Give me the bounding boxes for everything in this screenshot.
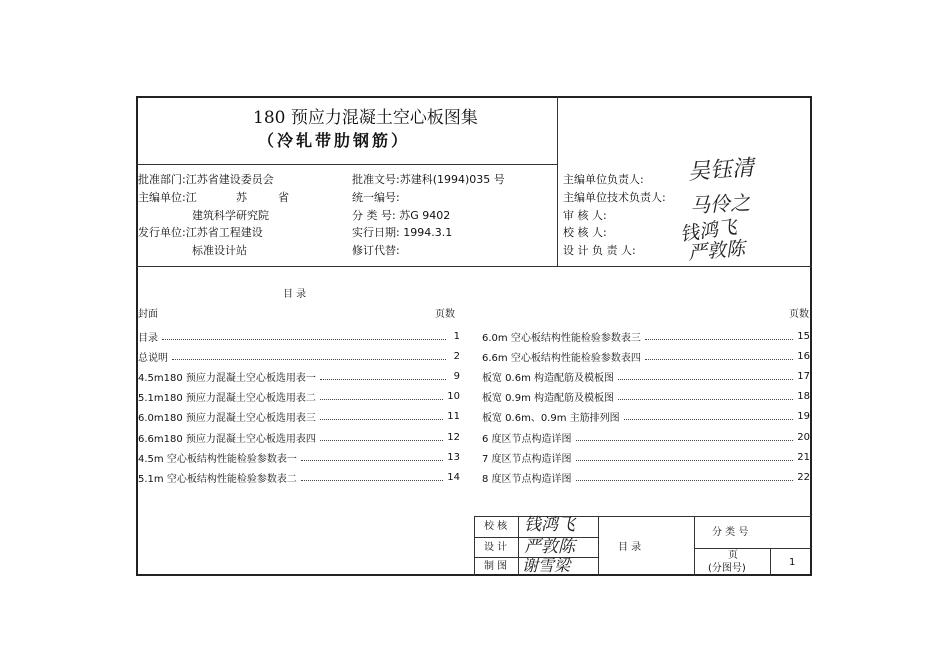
publisher-line2: 标准设计站 xyxy=(192,244,247,257)
page-title: 180 预应力混凝土空心板图集 xyxy=(253,108,478,128)
checker: 校 核 人: xyxy=(563,226,607,239)
toc-item[interactable]: 5.1m180 预应力混凝土空心板选用表二 10 xyxy=(138,390,460,404)
page-subtitle: （冷轧带肋钢筋） xyxy=(258,131,411,150)
signature-chief-tech-head: 马伶之 xyxy=(689,190,751,218)
toc-item[interactable]: 7 度区节点构造详图 21 xyxy=(482,451,810,465)
editor-unit-line2: 建筑科学研究院 xyxy=(192,209,269,222)
drawing-name: 目 录 xyxy=(618,542,642,553)
toc-item[interactable]: 6.6m180 预应力混凝土空心板选用表四 12 xyxy=(138,431,460,445)
toc-right-page-header: 页数 xyxy=(789,309,809,320)
design-label: 设 计 xyxy=(484,542,508,553)
editor-unit: 主编单位:江 xyxy=(138,191,197,204)
toc-item[interactable]: 目录 1 xyxy=(138,330,460,344)
toc-item[interactable]: 5.1m 空心板结构性能检验参数表二 14 xyxy=(138,471,460,485)
toc-item[interactable]: 板宽 0.6m 构造配筋及模板图 17 xyxy=(482,370,810,384)
check-signature: 钱鸿飞 xyxy=(524,515,575,535)
page-number: 1 xyxy=(789,557,796,568)
unified-no: 统一编号: xyxy=(352,191,400,204)
toc-item[interactable]: 板宽 0.6m、0.9m 主筋排列图 19 xyxy=(482,410,810,424)
class-number-label: 分 类 号 xyxy=(712,527,749,538)
approval-no: 批准文号:苏建科(1994)035 号 xyxy=(352,173,505,186)
toc-item[interactable]: 4.5m 空心板结构性能检验参数表一 13 xyxy=(138,451,460,465)
signature-chief-unit-head: 吴钰清 xyxy=(687,155,755,186)
signature-designer: 严敦陈 xyxy=(687,237,746,265)
toc-item[interactable]: 6.6m 空心板结构性能检验参数表四 16 xyxy=(482,350,810,364)
draw-signature: 谢雪梁 xyxy=(522,556,571,575)
toc-item[interactable]: 4.5m180 预应力混凝土空心板选用表一 9 xyxy=(138,370,460,384)
check-label: 校 核 xyxy=(484,521,508,532)
signature-checker: 钱鸿飞 xyxy=(678,216,739,246)
draw-label: 制 图 xyxy=(484,561,508,572)
chief-unit-head: 主编单位负责人: xyxy=(563,173,644,186)
editor-unit-sheng: 省 xyxy=(278,191,289,204)
toc-item[interactable]: 6.0m 空心板结构性能检验参数表三 15 xyxy=(482,330,810,344)
toc-left-page-header: 页数 xyxy=(435,309,455,320)
design-signature: 严敦陈 xyxy=(524,537,575,557)
toc-item[interactable]: 6 度区节点构造详图 20 xyxy=(482,431,810,445)
reviewer: 审 核 人: xyxy=(563,209,607,222)
chief-tech-head: 主编单位技术负责人: xyxy=(563,191,666,204)
toc-item[interactable]: 6.0m180 预应力混凝土空心板选用表三 11 xyxy=(138,410,460,424)
toc-item[interactable]: 总说明 2 xyxy=(138,350,460,364)
toc-heading: 目 录 xyxy=(283,289,307,300)
toc-item[interactable]: 8 度区节点构造详图 22 xyxy=(482,471,810,485)
header-divider xyxy=(557,96,558,266)
editor-unit-su: 苏 xyxy=(236,191,247,204)
header-bottom-rule xyxy=(136,266,812,267)
revision-replace: 修订代替: xyxy=(352,244,400,257)
publisher: 发行单位:江苏省工程建设 xyxy=(138,226,263,239)
page-label: 页 xyxy=(728,550,738,561)
approving-dept: 批准部门:江苏省建设委员会 xyxy=(138,173,274,186)
toc-cover-label: 封面 xyxy=(138,309,158,320)
toc-item[interactable]: 板宽 0.9m 构造配筋及模板图 18 xyxy=(482,390,810,404)
effective-date: 实行日期: 1994.3.1 xyxy=(352,226,453,239)
subpage-label: (分图号) xyxy=(708,563,746,574)
designer: 设 计 负 责 人: xyxy=(563,244,636,257)
title-underline xyxy=(136,164,557,165)
class-no: 分 类 号: 苏G 9402 xyxy=(352,209,451,222)
